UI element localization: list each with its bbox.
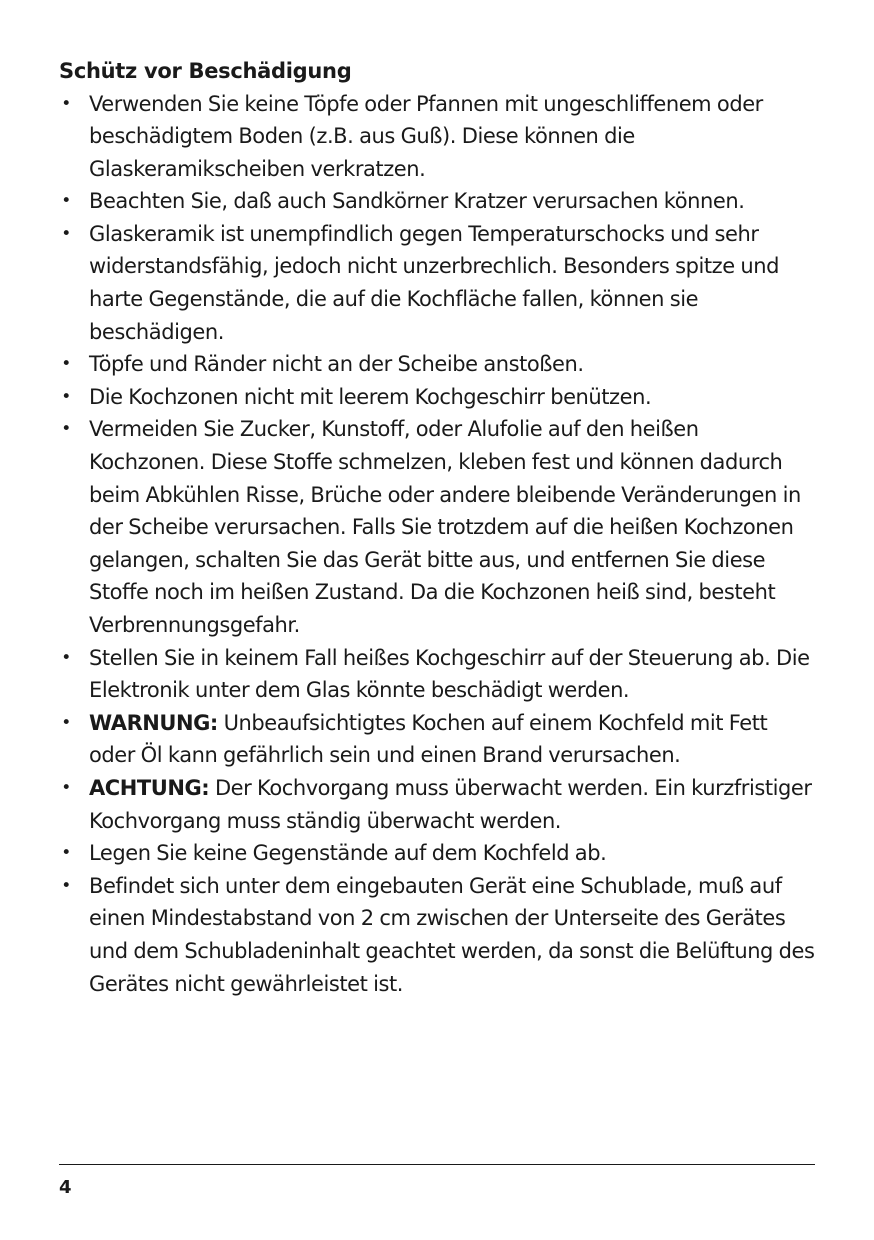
list-item xyxy=(59,348,817,381)
page-number: 4 xyxy=(59,1177,72,1198)
item-text: Verwenden Sie keine Töpfe oder Pfannen mit ungeschliffenem oder beschädigtem Boden (z.B. aus Guß). Diese können die Glaskeramikscheiben verkratzen. xyxy=(89,91,763,181)
list-item xyxy=(59,218,817,348)
bullet-icon: • xyxy=(61,875,71,896)
footer-divider xyxy=(59,1164,815,1165)
warning-label: WARNUNG: xyxy=(89,710,218,735)
list-item xyxy=(59,88,817,186)
list-item xyxy=(59,772,817,837)
section-heading: Schütz vor Beschädigung xyxy=(59,59,352,83)
list-item xyxy=(59,185,817,218)
caution-label: ACHTUNG: xyxy=(89,775,210,800)
list-item xyxy=(59,707,817,772)
bullet-icon: • xyxy=(61,93,71,114)
bullet-icon: • xyxy=(61,843,71,864)
list-item xyxy=(59,413,817,641)
bullet-icon: • xyxy=(61,386,71,407)
bullet-list xyxy=(59,88,817,1001)
bullet-icon: • xyxy=(61,223,71,244)
list-item xyxy=(59,381,817,414)
bullet-icon: • xyxy=(61,191,71,212)
item-text: Beachten Sie, daß auch Sandkörner Kratzer verursachen können. xyxy=(89,189,745,214)
item-text: Vermeiden Sie Zucker, Kunstoff, oder Alufolie auf den heißen Kochzonen. Diese Stoffe schmelzen, kleben fest und können dadurch beim Abkühlen Risse, Brüche oder andere bleibende Veränderungen in der Scheibe verursachen. Falls Sie trotzdem auf die heißen Kochzonen gelangen, schalten Sie das Gerät bitte aus, und entfernen Sie diese Stoffe noch im heißen Zustand. Da die Kochzonen heiß sind, besteht Verbrennungsgefahr. xyxy=(89,417,801,637)
page-content xyxy=(59,55,817,1000)
list-item xyxy=(59,642,817,707)
list-item xyxy=(59,870,817,1000)
item-text: Die Kochzonen nicht mit leerem Kochgeschirr benützen. xyxy=(89,384,652,409)
item-text: Unbeaufsichtigtes Kochen auf einem Kochfeld mit Fett oder Öl kann gefährlich sein und einen Brand verursachen. xyxy=(89,710,768,768)
item-text: Legen Sie keine Gegenstände auf dem Kochfeld ab. xyxy=(89,841,607,866)
bullet-icon: • xyxy=(61,419,71,440)
bullet-icon: • xyxy=(61,354,71,375)
item-text: Der Kochvorgang muss überwacht werden. Ein kurzfristiger Kochvorgang muss ständig überwacht werden. xyxy=(89,775,812,833)
list-item xyxy=(59,837,817,870)
item-text: Töpfe und Ränder nicht an der Scheibe anstoßen. xyxy=(89,352,584,377)
item-text: Stellen Sie in keinem Fall heißes Kochgeschirr auf der Steuerung ab. Die Elektronik unter dem Glas könnte beschädigt werden. xyxy=(89,645,810,703)
bullet-icon: • xyxy=(61,777,71,798)
bullet-icon: • xyxy=(61,712,71,733)
item-text: Glaskeramik ist unempfindlich gegen Temperaturschocks und sehr widerstandsfähig, jedoch nicht unzerbrechlich. Besonders spitze und harte Gegenstände, die auf die Kochfläche fallen, können sie beschädigen. xyxy=(89,221,780,344)
item-text: Befindet sich unter dem eingebauten Gerät eine Schublade, muß auf einen Mindestabstand von 2 cm zwischen der Unterseite des Gerätes und dem Schubladeninhalt geachtet werden, da sonst die Belüftung des Gerätes nicht gewährleistet ist. xyxy=(89,873,815,996)
bullet-icon: • xyxy=(61,647,71,668)
